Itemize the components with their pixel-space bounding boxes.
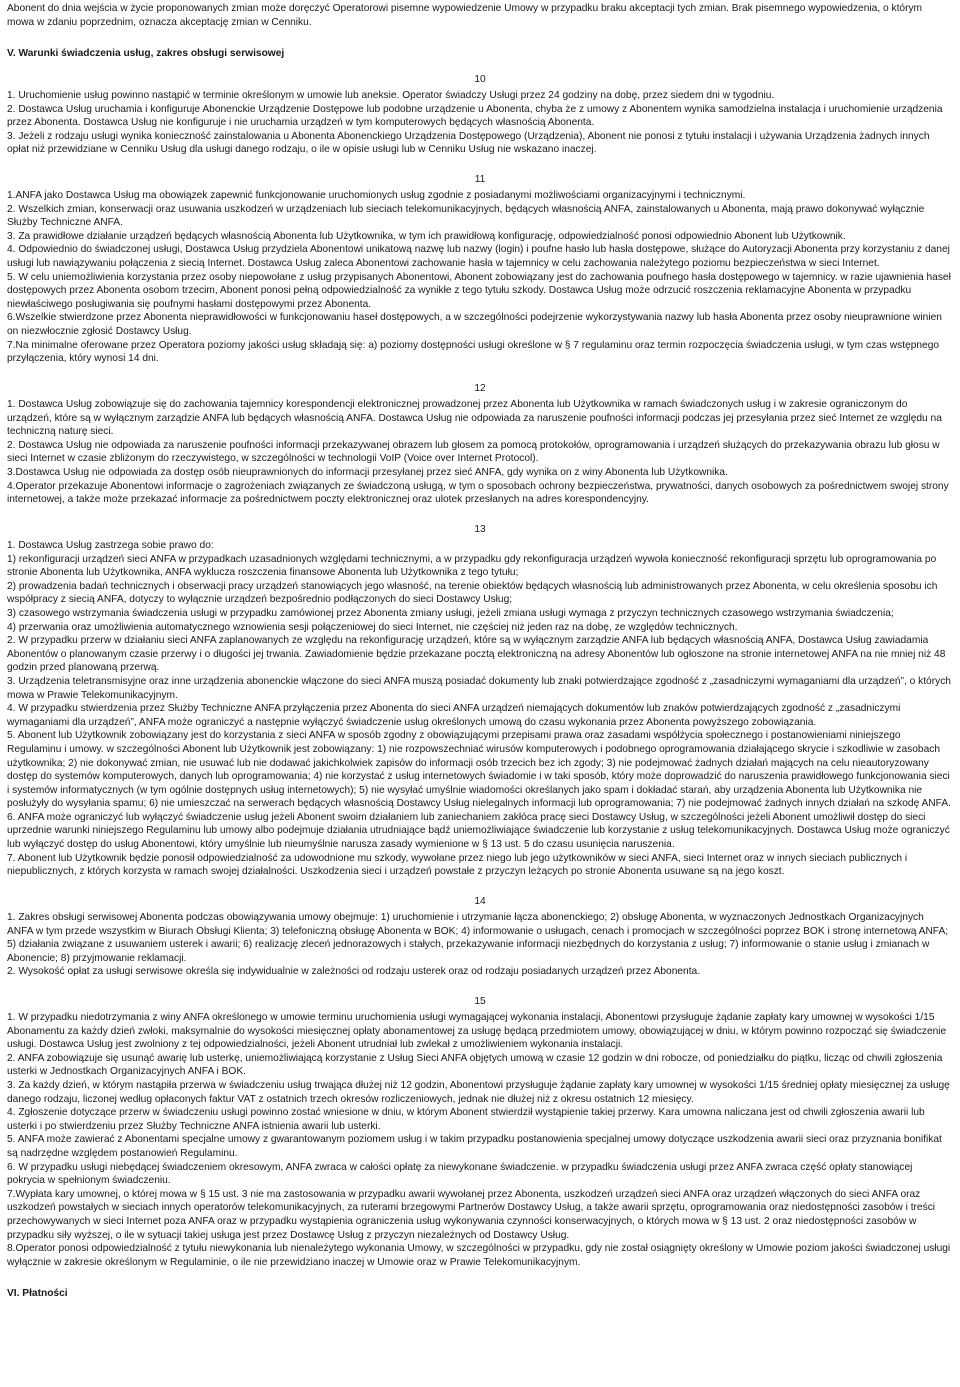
paragraph-14-number: 14: [474, 896, 486, 907]
paragraph-item: 4. W przypadku stwierdzenia przez Służby Techniczne ANFA przyłączenia przez Abonenta do sieci ANFA urządzeń niemających dokumentów lub znaków potwierdzających zgodność z „zasadniczymi wymaganiami dla urządzeń”, ANFA może ograniczyć a następnie wyłączyć świadczenie usług określonych umową do czasu wykonania przez Abonenta powyższego zobowiązania.: [7, 703, 901, 728]
paragraph-item: 7.Na minimalne oferowane przez Operatora poziomy jakości usług składają się: a) poziomy dostępności usługi określone w § 7 regulaminu oraz termin rozpoczęcia świadczenia usługi, w tym czas wstępnego przyłączenia, który wynosi 14 dni.: [7, 339, 940, 365]
paragraph-item: 3. Za prawidłowe działanie urządzeń będących własnością Abonenta lub Użytkownika, w tym ich prawidłową konfigurację, odpowiedzialność ponosi odpowiednio Abonent lub Użytkownik.: [7, 230, 846, 242]
paragraph-12-number: 12: [474, 383, 486, 394]
paragraph-item: 5. W celu uniemożliwienia korzystania przez osoby niepowołane z usług przypisanych Abonentowi, Abonent zobowiązany jest do zachowania poufnego hasła dostępowego w tajemnicy. w razie ujawnienia haseł dostępowych przez Abonenta osobom trzecim, Abonent ponosi pełną odpowiedzialność za wynikłe z tego tytułu szkody. Dostawca Usług może odrzucić roszczenia reklamacyjne Abonenta w przypadku niewłaściwego posługiwania się poufnymi hasłami dostępowymi przez Abonenta.: [7, 271, 951, 310]
paragraph-item: 4. Odpowiednio do świadczonej usługi, Dostawca Usług przydziela Abonentowi unikatową nazwę lub nazwy (login) i poufne hasło lub hasła dostępowe, służące do Autoryzacji Abonenta przy korzystaniu z danej usługi lub nawiązywaniu połączenia z siecią Internet. Dostawca Usług zaleca Abonentowi zachowanie hasła w tajemnicy w celu zachowania należytego poziomu bezpieczeństwa w sieci Internet.: [7, 244, 950, 269]
paragraph-15-body: [7, 1011, 952, 1269]
paragraph-item: 2. W przypadku przerw w działaniu sieci ANFA zaplanowanych ze względu na rekonfigurację urządzeń, które są w wyłącznym zarządzie ANFA lub będących własnością ANFA, Dostawca Usług zawiadamia Abonentów o planowanym czasie przerwy i o długości jej trwania. Zawiadomienie będzie przekazane pocztą elektroniczną na adresy Abonentów lub ogłoszone na stronie internetowej ANFA na nie mniej niż 48 godzin przed planowaną przerwą.: [7, 635, 946, 674]
paragraph-item: 6.Wszelkie stwierdzone przez Abonenta nieprawidłowości w funkcjonowaniu haseł dostępowych, a w szczególności podejrzenie wykorzystywania nazwy lub hasła Abonenta przez osoby nieuprawnione winien on niezwłocznie zgłosić Dostawcy Usług.: [7, 312, 942, 337]
paragraph-item: 3. Jeżeli z rodzaju usługi wynika konieczność zainstalowania u Abonenta Abonenckiego Urządzenia Dostępowego (Urządzenia), Abonent nie ponosi z tytułu instalacji i używania Urządzenia żadnych innych opłat niż przewidziane w Cenniku Usług dla usługi danego rodzaju, o ile w opisie usługi lub w Cenniku Usług nie wskazano inaczej.: [7, 130, 930, 156]
paragraph-10-number: 10: [474, 74, 486, 85]
paragraph-item: 1. W przypadku niedotrzymania z winy ANFA określonego w umowie terminu uruchomienia usługi wymagającej wykonania instalacji, Abonentowi przysługuje żądanie zapłaty kary umownej w wysokości 1/15 Abonamentu za każdy dzień zwłoki, maksymalnie do wysokości miesięcznej opłaty abonamentowej za usługę będącą przedmiotem umowy, obowiązującej w dniu, w którym powinno rozpocząć się świadczenie usługi. Dostawca Usług jest zwolniony z tej odpowiedzialności, jeżeli Abonent utrudniał lub zwlekał z umożliwieniem wykonania instalacji.: [7, 1012, 947, 1051]
paragraph-item: 2) prowadzenia badań technicznych i obserwacji pracy urządzeń stanowiących jego własność, na terenie obiektów będących własnością lub administrowanych przez Abonenta, w celu określenia sposobu ich współpracy z siecią ANFA, dotyczy to wyłącznie urządzeń bezpośrednio podłączonych do sieci Dostawcy Usług;: [7, 580, 938, 606]
paragraph-14-body: [7, 911, 952, 979]
paragraph-item: 3.Dostawca Usług nie odpowiada za dostęp osób nieuprawnionych do informacji przesyłanej przez sieć ANFA, gdy wynika on z winy Abonenta lub Użytkownika.: [7, 466, 728, 478]
intro-paragraph: [7, 2, 952, 29]
paragraph-item: 2. ANFA zobowiązuje się usunąć awarię lub usterkę, uniemożliwiającą korzystanie z Usług Sieci ANFA objętych umową w czasie 12 godzin w dni robocze, od poniedziałku do piątku, licząc od chwili zgłoszenia usterki w Jednostkach Organizacyjnych ANFA i BOK.: [7, 1052, 943, 1078]
paragraph-item: 3. Urządzenia teletransmisyjne oraz inne urządzenia abonenckie włączone do sieci ANFA muszą posiadać dokumenty lub znaki potwierdzające zgodność z „zasadniczymi wymaganiami dla urządzeń”, o których mowa w Prawie Telekomunikacyjnym.: [7, 675, 951, 701]
paragraph-item: 2. Dostawca Usług uruchamia i konfiguruje Abonenckie Urządzenie Dostępowe lub podobne urządzenie u Abonenta, chyba że z umowy z Abonentem wynika samodzielna instalacja i uruchomienie urządzenia przez Abonenta. Dostawca Usług nie konfiguruje i nie uruchamia urządzeń w tym komputerowych będących własnością Abonenta.: [7, 103, 943, 129]
paragraph-13-number: 13: [474, 524, 486, 535]
paragraph-13-body: [7, 539, 952, 879]
paragraph-item: 7.Wypłata kary umownej, o której mowa w § 15 ust. 3 nie ma zastosowania w przypadku awarii wywołanej przez Abonenta, uszkodzeń urządzeń sieci ANFA oraz urządzeń włączonych do sieci ANFA oraz uszkodzeń powstałych w sieciach innych operatorów telekomunikacyjnych, za ruterami brzegowymi Partnerów Dostawcy Usług, a także awarii sprzętu, oprogramowania oraz niedostępności zasobów i treści przechowywanych w sieci Internet poza ANFA oraz w przypadku wystąpienia ograniczenia usług wykonywania czynności konserwacyjnych, o których mowa w § 13 ust. 2 oraz niedostępności zasobów w przypadku siły wyższej, o ile w sytuacji takiej usługa jest przez Dostawcę Usług z przyczyn niezależnych od Dostawcy Usług.: [7, 1188, 936, 1241]
paragraph-item: 5. Abonent lub Użytkownik zobowiązany jest do korzystania z sieci ANFA w sposób zgodny z obowiązującymi przepisami prawa oraz zasadami współżycia społecznego i postanowieniami niniejszego Regulaminu i umowy. w szczególności Abonent lub Użytkownik jest zobowiązany: 1) nie rozpowszechniać wirusów komputerowych i podobnego oprogramowania działającego skrycie i szkodliwie w zasobach użytkownika; 2) nie dokonywać zmian, nie usuwać lub nie dodawać jakichkolwiek zapisów do informacji osób trzecich bez ich zgody; 3) nie podejmować żadnych działań mających na celu nieautoryzowany dostęp do systemów komputerowych, danych lub oprogramowania; 4) nie korzystać z usług internetowych świadomie i w taki sposób, który może doprowadzić do naruszenia prawidłowego funkcjonowania sieci i systemów informatycznych (w tym ogólnie dostępnych usług internetowych); 5) nie wysyłać umyślnie wiadomości określanych jako spam i dokładać starań, aby urządzenia Abonenta lub Użytkownika nie posłużyły do wysyłania spamu; 6) nie umieszczać na serwerach będących własnością Dostawcy Usług nielegalnych informacji lub oprogramowania; 7) nie podejmować żadnych innych działań na szkodę ANFA.: [7, 730, 951, 810]
paragraph-11-body: [7, 189, 952, 366]
paragraph-10-body: [7, 89, 952, 157]
paragraph-item: 7. Abonent lub Użytkownik będzie ponosił odpowiedzialność za udowodnione mu szkody, wywołane przez niego lub jego użytkowników w sieci ANFA, sieci Internet oraz w innych sieciach publicznych i niepublicznych, z których korzysta w ramach swojej działalności. Uszkodzenia sieci i urządzeń powstałe z przyczyn leżących po stronie Abonenta usuwane są na jego koszt.: [7, 852, 908, 878]
paragraph-item: 4) przerwania oraz umożliwienia automatycznego wznowienia sesji połączeniowej do sieci Internet, nie częściej niż jeden raz na dobę, ze względów technicznych.: [7, 621, 738, 633]
paragraph-item: 2. Dostawca Usług nie odpowiada za naruszenie poufności informacji przekazywanej obrazem lub głosem za pomocą protokołów, oprogramowania i urządzeń służących do przekazywania obrazu lub głosu w sieci Internet w czasie zbliżonym do rzeczywistego, w szczególności w technologii VoIP (Voice over Internet Protocol).: [7, 439, 940, 465]
paragraph-item: 1. Dostawca Usług zastrzega sobie prawo do:: [7, 540, 214, 551]
paragraph-item: 1. Uruchomienie usług powinno nastąpić w terminie określonym w umowie lub aneksie. Operator świadczy Usługi przez 24 godziny na dobę, przez siedem dni w tygodniu.: [7, 90, 775, 101]
paragraph-item: 3. Za każdy dzień, w którym nastąpiła przerwa w świadczeniu usług trwająca dłużej niż 12 godzin, Abonentowi przysługuje żądanie zapłaty kary umownej w wysokości 1/15 średniej opłaty miesięcznej za usługę danego rodzaju, liczonej według opłaconych faktur VAT z ostatnich trzech okresów rozliczeniowych, jednak nie dłużej niż z okresu ostatnich 12 miesięcy.: [7, 1079, 950, 1105]
paragraph-item: 2. Wysokość opłat za usługi serwisowe określa się indywidualnie w zależności od rodzaju usterek oraz od rodzaju posiadanych urządzeń przez Abonenta.: [7, 966, 701, 978]
paragraph-item: 5. ANFA może zawierać z Abonentami specjalne umowy z gwarantowanym poziomem usług i w takim przypadku postanowienia specjalnej umowy dotyczące uszkodzenia awarii sieci oraz przyznania bonifikat są nadrzędne względem postanowień Regulaminu.: [7, 1134, 942, 1159]
paragraph-item: 6. W przypadku usługi niebędącej świadczeniem okresowym, ANFA zwraca w całości opłatę za niewykonane świadczenie. w przypadku świadczenia usługi przez ANFA zwraca część opłaty stanowiącej pokrycia w spełnionym świadczeniu.: [7, 1161, 913, 1187]
section-vi-heading: VI. Płatności: [7, 1288, 68, 1299]
paragraph-item: 1.ANFA jako Dostawca Usług ma obowiązek zapewnić funkcjonowanie uruchomionych usług zgodnie z posiadanymi możliwościami organizacyjnymi i technicznymi.: [7, 190, 746, 201]
paragraph-item: 1. Dostawca Usług zobowiązuje się do zachowania tajemnicy korespondencji elektronicznej prowadzonej przez Abonenta lub Użytkownika w ramach świadczonych usług i w zakresie ograniczonym do urządzeń, które są w wyłącznym zarządzie ANFA lub będących własnością ANFA. Dostawca Usług nie odpowiada za naruszenie poufności informacji podczas jej przesyłania przez sieć Internet ze względu na techniczną naturę sieci.: [7, 399, 942, 438]
paragraph-item: 6. ANFA może ograniczyć lub wyłączyć świadczenie usług jeżeli Abonent swoim działaniem lub zaniechaniem zakłóca pracę sieci Dostawcy Usług, w szczególności jeżeli Abonent umożliwił dostęp do sieci uprzednie warunki niniejszego Regulaminu lub umowy albo podejmuje działania utrudniające bądź uniemożliwiające świadczenie lub korzystanie z usług telekomunikacyjnych. Dostawca Usług może ograniczyć lub wyłączyć dostęp do usług Abonentowi, który umyślnie lub nieumyślnie narusza zasady wymienione w § 13 ust. 5 do czasu usunięcia naruszenia.: [7, 811, 950, 851]
paragraph-item: 8.Operator ponosi odpowiedzialność z tytułu niewykonania lub nienależytego wykonania Umowy, w szczególności w przypadku, gdy nie został osiągnięty określony w Umowie poziom jakości świadczonej usługi wyłącznie w zakresie określonym w Regulaminie, o ile nie przewidziano inaczej w Umowie oraz w Prawie Telekomunikacyjnym.: [7, 1243, 951, 1268]
paragraph-item: 1. Zakres obsługi serwisowej Abonenta podczas obowiązywania umowy obejmuje: 1) uruchomienie i utrzymanie łącza abonenckiego; 2) obsługę Abonenta, w wyznaczonych Jednostkach Organizacyjnych ANFA w tym przede wszystkim w Biurach Obsługi Klienta; 3) telefoniczną obsługę Abonenta w BOK; 4) informowanie o usługach, cenach i promocjach w szczególności poprzez BOK i stronę internetową ANFA; 5) działania związane z usuwaniem usterek i awarii; 6) realizację zleceń jednorazowych i stałych, przekazywanie informacji niezbędnych do korzystania z usług; 7) informowanie o stanie usług i zmianach w Abonencie; 8) przyjmowanie reklamacji.: [7, 912, 949, 964]
paragraph-item: 3) czasowego wstrzymania świadczenia usługi w przypadku zamówionej przez Abonenta zmiany usługi, jeżeli zmiana usługi wymaga z przyczyn technicznych czasowego wstrzymania świadczenia;: [7, 607, 894, 619]
paragraph-item: 2. Wszelkich zmian, konserwacji oraz usuwania uszkodzeń w urządzeniach lub sieciach telekomunikacyjnych, będących własnością ANFA, zainstalowanych u Abonenta, mają prawo dokonywać wyłącznie Służby Techniczne ANFA.: [7, 203, 925, 229]
paragraph-item: Abonent do dnia wejścia w życie proponowanych zmian może doręczyć Operatorowi pisemne wypowiedzenie Umowy w przypadku braku akceptacji tych zmian. Brak pisemnego wypowiedzenia, o którym mowa w zdaniu poprzednim, oznacza akceptację zmian w Cenniku.: [7, 3, 923, 28]
paragraph-item: 4.Operator przekazuje Abonentowi informacje o zagrożeniach związanych ze świadczoną usługą, w tym o sposobach ochrony bezpieczeństwa, prywatności, danych osobowych za pośrednictwem swojej strony internetowej, a także może przekazać informacje za pośrednictwem poczty elektronicznej oraz ulotek przesłanych na adres korespondencyjny.: [7, 480, 949, 506]
section-v-heading: V. Warunki świadczenia usług, zakres obsługi serwisowej: [7, 48, 285, 59]
paragraph-11-number: 11: [474, 174, 486, 185]
paragraph-15-number: 15: [474, 996, 486, 1007]
paragraph-item: 1) rekonfiguracji urządzeń sieci ANFA w przypadkach uzasadnionych względami technicznymi, a w przypadku gdy rekonfiguracja urządzeń wywoła konieczność rekonfiguracji sprzętu lub oprogramowania po stronie Abonenta lub Użytkownika, ANFA wyklucza roszczenia finansowe Abonenta lub Użytkownika z tego tytułu;: [7, 553, 937, 579]
paragraph-12-body: [7, 398, 952, 507]
paragraph-item: 4. Zgłoszenie dotyczące przerw w świadczeniu usługi powinno zostać wniesione w dniu, w którym Abonent stwierdził wystąpienie takiej przerwy. Kara umowna naliczana jest od chwili zgłoszenia awarii lub usterki i po stwierdzeniu przez Służby Techniczne ANFA istnienia awarii lub usterki.: [7, 1107, 925, 1132]
